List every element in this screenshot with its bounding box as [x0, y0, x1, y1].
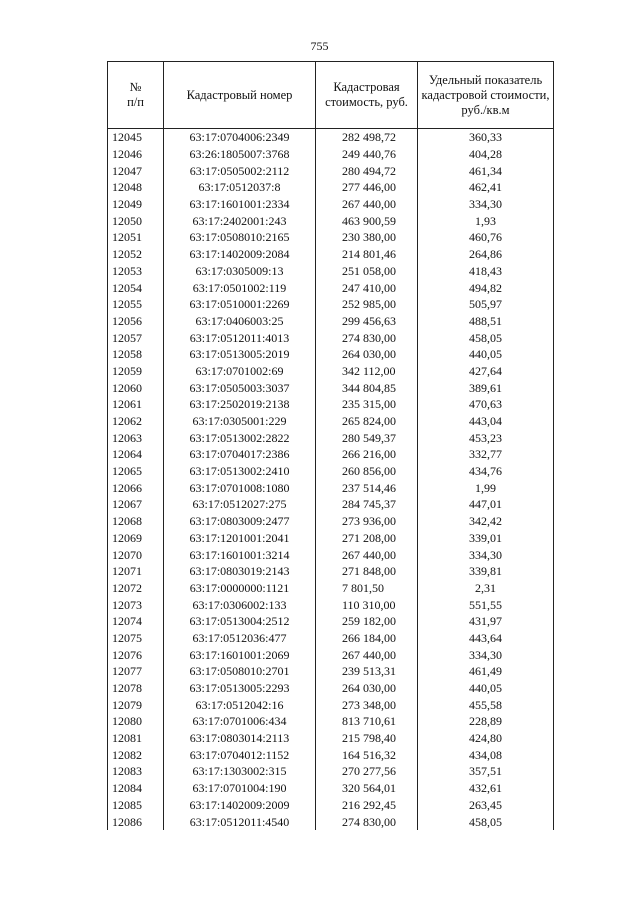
table-row	[108, 763, 554, 780]
specific-value: 453,23	[418, 429, 554, 446]
cadastral-number: 63:17:0704006:2349	[164, 129, 316, 146]
table-row	[108, 813, 554, 830]
cadastral-value: 215 798,40	[316, 730, 418, 747]
cadastral-number: 63:17:0701004:190	[164, 780, 316, 797]
cadastral-number: 63:17:0803019:2143	[164, 563, 316, 580]
specific-value: 461,49	[418, 663, 554, 680]
specific-value: 332,77	[418, 446, 554, 463]
cadastral-value: 264 030,00	[316, 346, 418, 363]
specific-value: 488,51	[418, 313, 554, 330]
row-number: 12072	[108, 580, 164, 597]
specific-value: 339,81	[418, 563, 554, 580]
row-number: 12047	[108, 162, 164, 179]
cadastral-number: 63:17:1601001:2069	[164, 646, 316, 663]
cadastral-number: 63:17:0505002:2112	[164, 162, 316, 179]
row-number: 12082	[108, 746, 164, 763]
table-header	[108, 62, 554, 129]
row-number: 12054	[108, 279, 164, 296]
header-cadastral-number: Кадастровый номер	[164, 62, 316, 129]
cadastral-value: 7 801,50	[316, 580, 418, 597]
row-number: 12081	[108, 730, 164, 747]
table-row	[108, 229, 554, 246]
cadastral-number: 63:17:0508010:2165	[164, 229, 316, 246]
cadastral-value: 463 900,59	[316, 212, 418, 229]
cadastral-number: 63:17:0513004:2512	[164, 613, 316, 630]
specific-value: 455,58	[418, 696, 554, 713]
specific-value: 389,61	[418, 379, 554, 396]
table-row	[108, 613, 554, 630]
table-row	[108, 129, 554, 146]
row-number: 12046	[108, 146, 164, 163]
row-number: 12069	[108, 530, 164, 547]
specific-value: 462,41	[418, 179, 554, 196]
row-number: 12045	[108, 129, 164, 146]
cadastral-value: 265 824,00	[316, 413, 418, 430]
specific-value: 2,31	[418, 580, 554, 597]
specific-value: 432,61	[418, 780, 554, 797]
table-row	[108, 279, 554, 296]
cadastral-number: 63:26:1805007:3768	[164, 146, 316, 163]
table-row	[108, 179, 554, 196]
cadastral-value: 247 410,00	[316, 279, 418, 296]
row-number: 12070	[108, 546, 164, 563]
cadastral-value: 299 456,63	[316, 313, 418, 330]
table-row	[108, 363, 554, 380]
cadastral-number: 63:17:0704017:2386	[164, 446, 316, 463]
cadastral-value: 267 440,00	[316, 646, 418, 663]
cadastral-value: 271 208,00	[316, 530, 418, 547]
cadastral-value: 273 936,00	[316, 513, 418, 530]
cadastral-number: 63:17:0701002:69	[164, 363, 316, 380]
row-number: 12074	[108, 613, 164, 630]
specific-value: 443,64	[418, 630, 554, 647]
table-row	[108, 346, 554, 363]
cadastral-number: 63:17:0501002:119	[164, 279, 316, 296]
table-row	[108, 212, 554, 229]
header-specific-value: Удельный показатель кадастровой стоимости, руб./кв.м	[418, 62, 554, 129]
cadastral-number: 63:17:1402009:2009	[164, 797, 316, 814]
table-row	[108, 780, 554, 797]
cadastral-number: 63:17:0512036:477	[164, 630, 316, 647]
table-row	[108, 379, 554, 396]
table-row	[108, 663, 554, 680]
table-row	[108, 246, 554, 263]
cadastral-number: 63:17:0508010:2701	[164, 663, 316, 680]
table-row	[108, 296, 554, 313]
table-row	[108, 463, 554, 480]
table-row	[108, 680, 554, 697]
cadastral-number: 63:17:1201001:2041	[164, 530, 316, 547]
table-row	[108, 162, 554, 179]
cadastral-value: 280 494,72	[316, 162, 418, 179]
row-number: 12076	[108, 646, 164, 663]
row-number: 12079	[108, 696, 164, 713]
cadastral-value: 267 440,00	[316, 196, 418, 213]
cadastral-number: 63:17:1601001:3214	[164, 546, 316, 563]
cadastral-value: 320 564,01	[316, 780, 418, 797]
cadastral-value: 230 380,00	[316, 229, 418, 246]
cadastral-value: 266 184,00	[316, 630, 418, 647]
cadastral-number: 63:17:1402009:2084	[164, 246, 316, 263]
table-row	[108, 313, 554, 330]
row-number: 12066	[108, 479, 164, 496]
cadastral-value: 274 830,00	[316, 329, 418, 346]
specific-value: 360,33	[418, 129, 554, 146]
specific-value: 458,05	[418, 329, 554, 346]
row-number: 12086	[108, 813, 164, 830]
cadastral-number: 63:17:0513002:2822	[164, 429, 316, 446]
table-row	[108, 496, 554, 513]
table-row	[108, 329, 554, 346]
row-number: 12049	[108, 196, 164, 213]
cadastral-value: 273 348,00	[316, 696, 418, 713]
row-number: 12048	[108, 179, 164, 196]
specific-value: 404,28	[418, 146, 554, 163]
cadastral-number: 63:17:0406003:25	[164, 313, 316, 330]
cadastral-value: 235 315,00	[316, 396, 418, 413]
cadastral-value: 259 182,00	[316, 613, 418, 630]
specific-value: 470,63	[418, 396, 554, 413]
specific-value: 434,08	[418, 746, 554, 763]
cadastral-number: 63:17:0512011:4540	[164, 813, 316, 830]
row-number: 12053	[108, 263, 164, 280]
row-number: 12075	[108, 630, 164, 647]
specific-value: 440,05	[418, 346, 554, 363]
cadastral-value: 251 058,00	[316, 263, 418, 280]
table-row	[108, 513, 554, 530]
specific-value: 263,45	[418, 797, 554, 814]
cadastral-value: 216 292,45	[316, 797, 418, 814]
row-number: 12077	[108, 663, 164, 680]
row-number: 12085	[108, 797, 164, 814]
table-row	[108, 446, 554, 463]
table-row	[108, 413, 554, 430]
row-number: 12068	[108, 513, 164, 530]
table-row	[108, 630, 554, 647]
row-number: 12055	[108, 296, 164, 313]
cadastral-number: 63:17:0513002:2410	[164, 463, 316, 480]
table-row	[108, 263, 554, 280]
cadastral-number: 63:17:0512042:16	[164, 696, 316, 713]
row-number: 12083	[108, 763, 164, 780]
cadastral-number: 63:17:0510001:2269	[164, 296, 316, 313]
cadastral-number: 63:17:0512027:275	[164, 496, 316, 513]
row-number: 12071	[108, 563, 164, 580]
table-row	[108, 696, 554, 713]
cadastral-number: 63:17:0512037:8	[164, 179, 316, 196]
table-row	[108, 746, 554, 763]
header-number	[108, 62, 164, 129]
specific-value: 440,05	[418, 680, 554, 697]
cadastral-value: 277 446,00	[316, 179, 418, 196]
table-row	[108, 646, 554, 663]
specific-value: 551,55	[418, 596, 554, 613]
cadastral-value: 237 514,46	[316, 479, 418, 496]
table-row	[108, 596, 554, 613]
specific-value: 264,86	[418, 246, 554, 263]
cadastral-value: 267 440,00	[316, 546, 418, 563]
cadastral-number: 63:17:0513005:2293	[164, 680, 316, 697]
row-number: 12062	[108, 413, 164, 430]
specific-value: 431,97	[418, 613, 554, 630]
header-number-label: № п/п	[127, 80, 144, 109]
cadastral-number: 63:17:2402001:243	[164, 212, 316, 229]
row-number: 12065	[108, 463, 164, 480]
row-number: 12052	[108, 246, 164, 263]
specific-value: 460,76	[418, 229, 554, 246]
table-row	[108, 797, 554, 814]
cadastral-value: 264 030,00	[316, 680, 418, 697]
cadastral-value: 274 830,00	[316, 813, 418, 830]
cadastral-number: 63:17:0803014:2113	[164, 730, 316, 747]
cadastral-value: 282 498,72	[316, 129, 418, 146]
cadastral-number: 63:17:0505003:3037	[164, 379, 316, 396]
cadastral-value: 344 804,85	[316, 379, 418, 396]
cadastral-number: 63:17:0704012:1152	[164, 746, 316, 763]
cadastral-number: 63:17:0701008:1080	[164, 479, 316, 496]
cadastral-number: 63:17:0305009:13	[164, 263, 316, 280]
specific-value: 357,51	[418, 763, 554, 780]
cadastral-number: 63:17:0512011:4013	[164, 329, 316, 346]
row-number: 12067	[108, 496, 164, 513]
row-number: 12073	[108, 596, 164, 613]
cadastral-value: 164 516,32	[316, 746, 418, 763]
row-number: 12084	[108, 780, 164, 797]
page-number: 755	[310, 39, 329, 53]
cadastral-number: 63:17:0701006:434	[164, 713, 316, 730]
specific-value: 418,43	[418, 263, 554, 280]
specific-value: 1,99	[418, 479, 554, 496]
row-number: 12061	[108, 396, 164, 413]
specific-value: 342,42	[418, 513, 554, 530]
cadastral-value: 270 277,56	[316, 763, 418, 780]
specific-value: 339,01	[418, 530, 554, 547]
table-body	[108, 129, 554, 830]
cadastral-value: 260 856,00	[316, 463, 418, 480]
cadastral-value: 284 745,37	[316, 496, 418, 513]
row-number: 12057	[108, 329, 164, 346]
specific-value: 1,93	[418, 212, 554, 229]
table-row	[108, 196, 554, 213]
cadastral-table	[107, 61, 554, 830]
specific-value: 334,30	[418, 646, 554, 663]
cadastral-value: 249 440,76	[316, 146, 418, 163]
table-row	[108, 479, 554, 496]
specific-value: 424,80	[418, 730, 554, 747]
cadastral-value: 342 112,00	[316, 363, 418, 380]
specific-value: 443,04	[418, 413, 554, 430]
row-number: 12059	[108, 363, 164, 380]
cadastral-number: 63:17:0803009:2477	[164, 513, 316, 530]
row-number: 12060	[108, 379, 164, 396]
table-row	[108, 730, 554, 747]
table-row	[108, 396, 554, 413]
header-cadastral-value: Кадастровая стоимость, руб.	[316, 62, 418, 129]
specific-value: 494,82	[418, 279, 554, 296]
row-number: 12051	[108, 229, 164, 246]
cadastral-value: 252 985,00	[316, 296, 418, 313]
table-row	[108, 146, 554, 163]
cadastral-number: 63:17:2502019:2138	[164, 396, 316, 413]
row-number: 12056	[108, 313, 164, 330]
specific-value: 461,34	[418, 162, 554, 179]
cadastral-number: 63:17:0513005:2019	[164, 346, 316, 363]
table-row	[108, 580, 554, 597]
specific-value: 427,64	[418, 363, 554, 380]
specific-value: 228,89	[418, 713, 554, 730]
cadastral-value: 239 513,31	[316, 663, 418, 680]
table-row	[108, 546, 554, 563]
table-row	[108, 530, 554, 547]
row-number: 12080	[108, 713, 164, 730]
row-number: 12058	[108, 346, 164, 363]
table-row	[108, 429, 554, 446]
specific-value: 458,05	[418, 813, 554, 830]
cadastral-value: 214 801,46	[316, 246, 418, 263]
row-number: 12063	[108, 429, 164, 446]
row-number: 12078	[108, 680, 164, 697]
cadastral-value: 813 710,61	[316, 713, 418, 730]
table-row	[108, 713, 554, 730]
cadastral-number: 63:17:1601001:2334	[164, 196, 316, 213]
cadastral-value: 110 310,00	[316, 596, 418, 613]
row-number: 12064	[108, 446, 164, 463]
cadastral-value: 280 549,37	[316, 429, 418, 446]
specific-value: 334,30	[418, 196, 554, 213]
cadastral-value: 266 216,00	[316, 446, 418, 463]
cadastral-number: 63:17:0000000:1121	[164, 580, 316, 597]
row-number: 12050	[108, 212, 164, 229]
cadastral-number: 63:17:0306002:133	[164, 596, 316, 613]
specific-value: 447,01	[418, 496, 554, 513]
header-row	[108, 62, 554, 129]
cadastral-number: 63:17:0305001:229	[164, 413, 316, 430]
specific-value: 434,76	[418, 463, 554, 480]
specific-value: 334,30	[418, 546, 554, 563]
table-row	[108, 563, 554, 580]
specific-value: 505,97	[418, 296, 554, 313]
cadastral-value: 271 848,00	[316, 563, 418, 580]
cadastral-number: 63:17:1303002:315	[164, 763, 316, 780]
